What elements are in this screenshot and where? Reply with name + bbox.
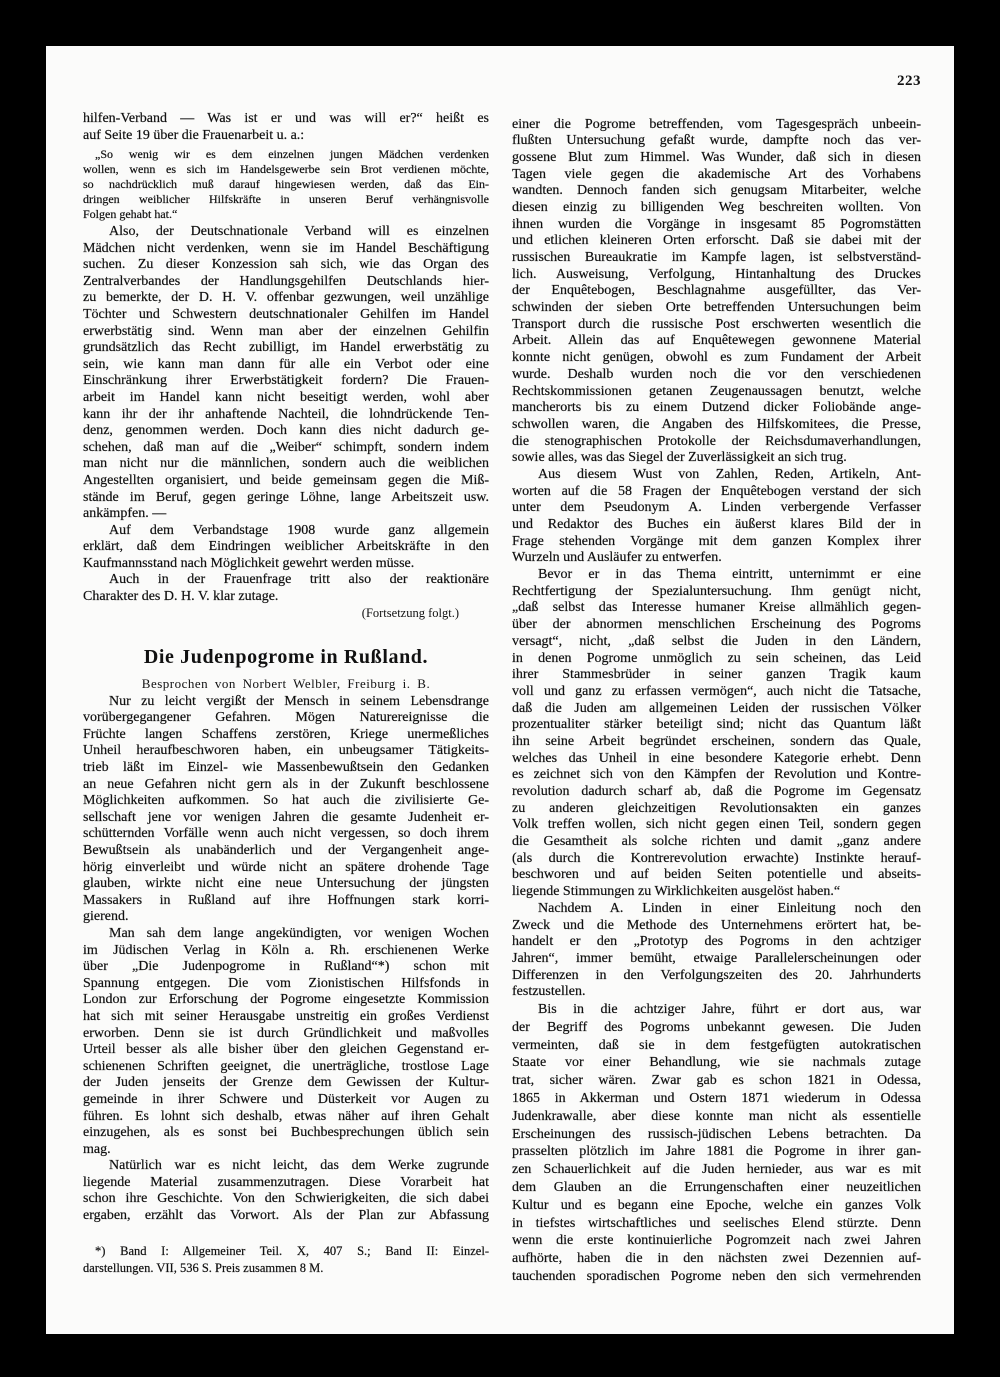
text-line: führen. Es lohnt sich deshalb, etwas näher auf ihren Gehalt (83, 1108, 489, 1124)
text-line: Aus diesem Wust von Zahlen, Reden, Artikeln, Ant- (538, 466, 921, 482)
continued-paragraph (83, 110, 489, 144)
footnote (83, 1243, 489, 1277)
text-line: „So wenig wir es dem einzelnen jungen Mädchen verdenken (95, 147, 489, 161)
text-line: einzugehen, als es sonst bei Buchbesprechungen üblich sein (83, 1125, 489, 1141)
text-line: der Enquêtebogen, Beschlagnahme ausgefüllter, das Ver- (512, 283, 921, 299)
text-line: Transport durch die russische Post erschwerten wesentlich die (512, 316, 921, 332)
article-title: Die Judenpogrome in Rußland. (143, 645, 429, 668)
text-line: Mädchen nicht verdenken, wenn sie im Handel Beschäftigung (83, 240, 489, 256)
text-line: „daß selbst das Interesse humaner Kreise allmählich gegen- (512, 600, 921, 616)
text-line: revolution dadurch scharf ab, daß die Pogrome im Gegensatz (512, 784, 921, 799)
text-line: beschworen und auf beiden Seiten potentielle und abseits- (512, 867, 921, 883)
text-line: Töchter und Schwestern deutschnationaler Gehilfen im Handel (83, 306, 489, 322)
text-line: vorübergegangener Gefahren. Mögen Naturereignisse die (83, 710, 489, 726)
text-line: schon ihre Geschichte. Von den Schwierigkeiten, die sich dabei (83, 1191, 489, 1207)
text-line: wenn die erste kontinuierliche Pogromzeit nach zwei Jahren (512, 1233, 921, 1249)
right-column (512, 117, 921, 1286)
text-line: der Begriff des Pogroms unbekannt gewesen. Die Juden (512, 1019, 921, 1035)
text-line: Rechtfertigung der Spezialuntersuchung. Ihm genügt nicht, (512, 583, 921, 599)
text-line: Möglichkeiten aufkommen. So hat auch die zivilisierte Ge- (83, 793, 489, 809)
text-line: in tiefstes wirtschaftliches und seelisches Elend stürzte. Denn (512, 1215, 921, 1231)
text-line: darstellungen. VII, 536 S. Preis zusammen 8 M. (83, 1260, 324, 1275)
text-line: trat, sicher wären. Zwar gab es schon 1821 in Odessa, (512, 1073, 921, 1089)
text-line: ankämpfen. — (83, 506, 167, 522)
text-line: sowie alles, was das Siegel der Zuverlässigkeit an sich trug. (512, 450, 847, 466)
paragraph (512, 1001, 921, 1286)
text-line: flußten Untersuchung gefaßt wurde, dampfte noch das ver- (512, 133, 921, 149)
text-line: Kaufmannsstand nach Möglichkeit gewehrt werden müsse. (83, 555, 415, 571)
text-line: 1865 in Akkerman und Ostern 1871 wiederum in Odessa (512, 1090, 921, 1106)
text-line: schwollen waren, die Angaben des Hilfskomitees, die Presse, (512, 416, 921, 432)
text-line: Judenkrawalle, aber diese konnte man nicht als essentielle (512, 1108, 921, 1124)
text-line: Massakers in Rußland auf ihre Hoffnungen stark korri- (83, 892, 489, 908)
text-line: über „Die Judenpogrome in Rußland“*) schon mit (83, 959, 489, 975)
text-line: ihn seine Arbeit begründet erscheinen, sondern das Quale, (512, 733, 921, 749)
text-line: festzustellen. (512, 984, 586, 1000)
text-line: aufhörte, haben die in den nächsten zwei Dezennien auf- (512, 1251, 921, 1267)
page-number: 223 (897, 73, 921, 89)
text-line: voll und ganz zu erfassen vermögen“, auch nicht die Tatsache, (512, 683, 921, 699)
text-line: Früchte langen Schaffens zerstören, Kriege unermeßliches (83, 726, 489, 742)
text-line: Zweck und die Methode des Unternehmens erörtert hat, be- (512, 917, 921, 933)
text-line: erworben. Denn sie ist durch Gründlichkeit und maßvolles (83, 1025, 489, 1041)
text-line: gossene Blut zum Himmel. Was Wunder, daß sich in diesen (512, 149, 921, 165)
paragraph (83, 1158, 489, 1224)
text-line: Bis in die achtziger Jahre, führt er dort aus, war (538, 1001, 921, 1017)
text-line: Urteil besser als alle bisher über den gleichen Gegenstand er- (83, 1042, 489, 1058)
text-line: wollen, wenn es sich im Handelsgewerbe sein Brot verdienen möchte, (83, 162, 489, 176)
text-line: kann ihr der ihr anhaftende Nachteil, die lohndrückende Ten- (83, 406, 489, 422)
text-line: Arbeit. Allein das auf Enquêtewegen gewonnene Material (512, 333, 921, 349)
paragraph (512, 467, 921, 567)
left-column (83, 110, 489, 1277)
text-line: in denen Pogrome unmöglich zu sein scheinen, das Leid (512, 650, 921, 666)
text-line: versagt“, nicht, „daß selbst die Juden in den Ländern, (512, 633, 921, 649)
text-line: russischen Bureaukratie im Kampfe lagen, ist selbstverständ- (512, 250, 921, 265)
text-line: Nur zu leicht vergißt der Mensch in seinem Lebensdrange (109, 693, 489, 709)
paragraph (83, 694, 489, 926)
text-line: mag. (83, 1141, 111, 1157)
paragraph (512, 567, 921, 901)
text-line: denz, genommen werden. Doch kann dies nicht dadurch ge- (83, 423, 489, 439)
text-line: Nachdem A. Linden in einer Einleitung noch den (538, 900, 921, 916)
text-line: Rechtskommissionen getanen Zeugenaussagen benutzt, welche (512, 383, 921, 399)
text-line: die stenographischen Protokolle der Reichsdumaverhandlungen, (512, 433, 921, 449)
text-line: schwinden der sieben Orte betreffenden Untersuchungen beim (512, 300, 921, 316)
text-line: Bevor er in das Thema eintritt, unternimmt er eine (538, 567, 921, 583)
text-line: Also, der Deutschnationale Verband will es einzelnen (109, 224, 489, 239)
text-line: prozentualiter stärker beteiligt sind; nicht das Quantum läßt (512, 717, 921, 733)
text-line: Kultur und es begann eine Epoche, welche ein ganzes Volk (512, 1197, 921, 1213)
text-line: Erscheinungen des russisch-jüdischen Lebens betrachten. Da (512, 1126, 921, 1142)
text-line: hilfen-Verband — Was ist er und was will er?“ heißt es (83, 111, 489, 126)
text-line: zu bemerkte, der D. H. V. offenbar gezwungen, weil unzählige (83, 290, 489, 306)
text-line: gemeinde in ihrer Schwere und Düsterkeit vor Augen zu (83, 1091, 489, 1107)
paragraph (512, 117, 921, 467)
text-line: Zentralverbandes der Handlungsgehilfen Deutschlands hier- (83, 273, 489, 289)
text-line: mancherorts bis zu einem Dutzend dicker Foliobände ange- (512, 400, 921, 416)
text-line: ihrer Stammesbrüder in seiner ganzen Tragik kaum (512, 667, 921, 683)
text-line: an neue Gefahren nicht gern als in der Zukunft beschlossene (83, 776, 489, 792)
text-line: dringen weiblicher Hilfskräfte in unseren Beruf verhängnisvolle (83, 192, 489, 206)
text-line: Bewußtsein als unabänderlich und der Vergangenheit ange- (83, 843, 489, 858)
text-line: diesen einzig zu billigenden Weg beschreiten wollten. Von (512, 199, 921, 215)
text-line: man nicht nur die männlichen, sondern auch die weiblichen (83, 456, 489, 472)
text-line: ergaben, erzählt das Vorwort. Als der Plan zur Abfassung (83, 1208, 489, 1224)
text-line: schehen, daß man auf die „Weiber“ schimpft, sondern indem (83, 439, 489, 455)
text-line: Auf dem Verbandstage 1908 wurde ganz allgemein (109, 522, 489, 538)
text-line: *) Band I: Allgemeiner Teil. X, 407 S.; Band II: Einzel- (95, 1243, 489, 1258)
text-line: Differenzen in den Verfolgungszeiten des 20. Jahrhunderts (512, 967, 921, 983)
text-line: Auch in der Frauenfrage tritt also der reaktionäre (109, 572, 489, 588)
text-line: arbeit im Handel kann nicht beseitigt werden, wohl aber (83, 389, 489, 405)
text-line: Folgen gehabt hat.“ (83, 207, 178, 221)
text-line: Einschränkung ihrer Erwerbstätigkeit fordern? Die Frauen- (83, 373, 489, 389)
text-line: es zeichnet sich von den Kämpfen der Revolution und Kontre- (512, 767, 921, 783)
paragraph (83, 926, 489, 1158)
paragraph (83, 224, 489, 523)
text-line: dem Glauben an die Errungenschaften einer neuzeitlichen (512, 1179, 921, 1195)
text-line: Tagen viele gegen die akademische Art des Vorhabens (512, 166, 921, 182)
text-line: Frage stehenden Vorgänge mit dem ganzen Komplex ihrer (512, 533, 921, 549)
text-line: Man sah dem lange angekündigten, vor wenigen Wochen (109, 925, 489, 941)
text-line: prasselten plötzlich im Jahre 1881 die Pogrome in ihrer gan- (512, 1144, 921, 1160)
text-line: daß die Juden am allgemeinen Leiden der russischen Völker (512, 700, 921, 716)
text-line: Volk treffen wollen, sich nicht gegen einen Teil, sondern gegen (512, 817, 921, 833)
text-line: Jahren“, immer bemüht, etwaige Parallelerscheinungen oder (512, 950, 921, 966)
text-line: grundsätzlich das Recht zubilligt, im Handel erwerbstätig zu (83, 340, 489, 356)
text-line: (als durch die Kontrerevolution erwachte) Instinkte herauf- (512, 850, 921, 866)
text-line: die Gesamtheit als solche richten und damit „ganz andere (512, 834, 921, 850)
text-line: sein, wie kann man dann für alle ein Verbot oder eine (83, 356, 489, 372)
text-line: erwerbstätig sind. Wenn man aber der einzelnen Gehilfin (83, 323, 489, 339)
block-quote (83, 147, 489, 222)
paragraph (512, 901, 921, 1001)
text-line: unter dem Pseudonym A. Linden verbergende Verfasser (512, 500, 921, 516)
paragraph-group (83, 224, 489, 606)
text-line: welches das Unheil in eine besondere Kategorie erhebt. Denn (512, 750, 921, 766)
text-line: schütternden Vorfälle wenn auch nicht vergessen, so doch ihrem (83, 826, 489, 842)
text-line: auf Seite 19 über die Frauenarbeit u. a.: (83, 128, 305, 143)
text-line: zen Schauerlichkeit auf die Juden hernieder, aus war es mit (512, 1162, 921, 1178)
text-line: stände im Beruf, gegen geringe Löhne, lange Arbeitszeit usw. (83, 489, 489, 505)
text-line: Unheil heraufbeschworen haben, ein unbeugsamer Tätigkeits- (83, 743, 489, 759)
text-line: sellschaft jene vor wenigen Jahren die gesamte Judenheit er- (83, 809, 489, 825)
text-line: einer die Pogrome betreffenden, vom Tagesgespräch unbeein- (512, 116, 921, 132)
text-line: der Juden jenseits der Grenze dem Gewissen der Kultur- (83, 1075, 489, 1091)
text-line: schienenen Schriften geeignet, die unerträgliche, trostlose Lage (83, 1058, 489, 1074)
text-line: Charakter des D. H. V. klar zutage. (83, 589, 279, 605)
text-line: Wurzeln und Ausläufer zu entwerfen. (512, 550, 722, 566)
article-byline: Besprochen von Norbert Welbler, Freiburg i. B. (141, 675, 431, 691)
text-line: Angestellten organisiert, und beide gemeinsam gegen die Miß- (83, 472, 489, 488)
text-line: wurde. Deshalb wurden noch die vor den verschiedenen (512, 366, 921, 382)
text-line: Spannung entgegen. Die vom Zionistischen Hilfsfonds in (83, 975, 489, 991)
text-line: zu anderen gleichzeitigen Revolutionsakten ein ganzes (512, 800, 921, 816)
text-line: tauchenden sporadischen Pogrome neben den sich vermehrenden (512, 1268, 921, 1284)
text-line: und etlichen kleineren Orten erforscht. Daß sie dabei mit der (512, 233, 921, 249)
article-body-left (83, 694, 489, 1225)
text-line: liegende Material zusammenzutragen. Diese Vorarbeit hat (83, 1174, 489, 1190)
text-line: über der abnormen menschlichen Erscheinung des Pogroms (512, 617, 921, 633)
text-line: worten auf die 58 Fragen der Enquêtebogen verstand der sich (512, 483, 921, 499)
text-line: liegende Stimmungen zu Wirklichkeiten ausgelöst haben.“ (512, 884, 841, 900)
text-line: Staate vor einer Behandlung, wie sie nachmals zutage (512, 1055, 921, 1071)
text-line: ihnen wurden die Vorgänge in insgesamt 85 Pogromstätten (512, 216, 921, 232)
paragraph (83, 572, 489, 605)
text-line: hörig einverleibt und würde nicht an spätere drohende Tage (83, 859, 489, 875)
text-line: gierend. (83, 909, 129, 925)
text-line: im Jüdischen Verlag in Köln a. Rh. erschienenen Werke (83, 942, 489, 958)
continuation-note: (Fortsetzung folgt.) (361, 605, 459, 620)
text-line: so nachdrücklich muß darauf hingewiesen werden, daß das Ein- (83, 177, 489, 191)
text-line: hat sich mit seiner Herausgabe unstreitig ein großes Verdienst (83, 1008, 489, 1024)
text-line: wandten. Dennoch fanden sich genugsam Mitarbeiter, welche (512, 183, 921, 199)
text-line: glauben, wirkte nicht eine neue Untersuchung der jüngsten (83, 876, 489, 892)
text-line: vermeinten, daß sie in dem festgefügten autokratischen (512, 1037, 921, 1053)
text-line: London zur Erforschung der Pogrome eingesetzte Kommission (83, 992, 489, 1008)
text-line: Natürlich war es nicht leicht, das dem Werke zugrunde (109, 1158, 489, 1174)
text-line: suchen. Zu dieser Konzession sah sich, wie das Organ des (83, 257, 489, 273)
text-line: lich. Ausweisung, Verfolgung, Hintanhaltung des Druckes (512, 266, 921, 282)
article-body-right (512, 117, 921, 1286)
paragraph (83, 523, 489, 573)
text-line: erklärt, daß dem Eindringen weiblicher Arbeitskräfte in den (83, 539, 489, 555)
text-line: und Redaktor des Buches ein äußerst klares Bild der in (512, 517, 921, 532)
text-line: handelt er den „Prototyp des Pogroms in den achtziger (512, 934, 921, 950)
text-line: konnte nicht genügen, obwohl es zum Fundament der Arbeit (512, 350, 921, 366)
text-line: trieb läßt im Einzel- wie Massenbewußtsein den Gedanken (83, 760, 489, 776)
